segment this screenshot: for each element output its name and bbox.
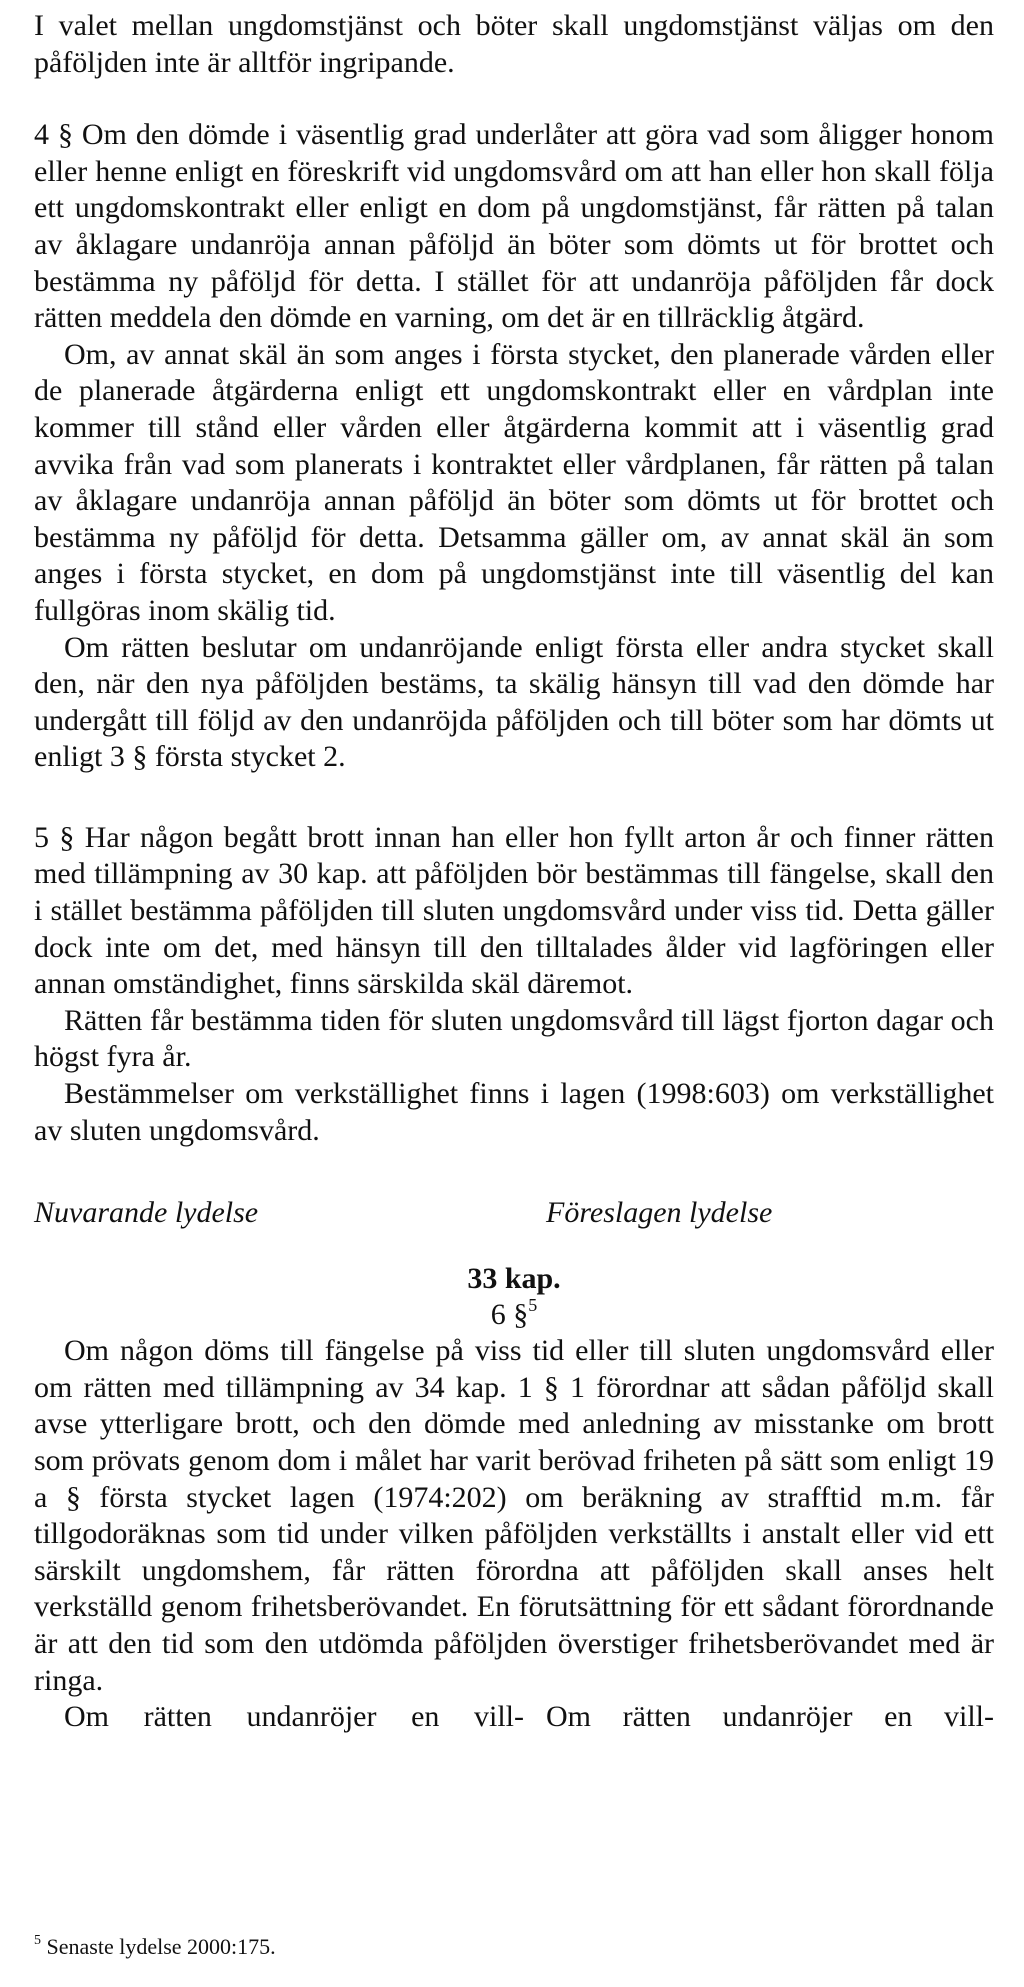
document-page [34,8,994,1737]
paragraph-33-6: Om någon döms till fängelse på viss tid eller till sluten ungdomsvård eller om rätten med tillämpning av 34 kap. 1 § 1 förordnar att sådan påföljd skall avse ytterligare brott, och den dömde med anledning av misstanke om brott som prövats genom dom i målet har varit berövad friheten på sätt som enligt 19 a § första stycket lagen (1974:202) om beräkning av strafftid m.m. får tillgodoräknas som tid under vilken påföljden verkställts i anstalt eller vid ett särskilt ungdomshem, får rätten förordna att påföljden skall anses helt verkställd genom frihetsberövandet. En förutsättning för ett sådant förordnande är att den tid som den utdömda påföljden överstiger frihetsberövandet med är ringa. [34,1334,994,1697]
paragraph-ungdomstjanst-val: I valet mellan ungdomstjänst och böter skall ungdomstjänst väljas om den påföljden inte är alltför ingripande. [34,9,994,79]
split-columns-row [34,1699,994,1737]
footnote-number: 5 [34,1932,41,1948]
section-spacer [34,776,994,820]
footnote [34,1934,276,1960]
section-number [34,1297,994,1333]
split-text-current: Om rätten undanröjer en vill- [64,1700,524,1734]
paragraph-4-third: Om rätten beslutar om undanröjande enligt första eller andra stycket skall den, när den nya påföljden bestäms, ta skälig hänsyn till vad den dömde har undergått till följd av den undanröjda påföljden och till böter som har dömts ut enligt 3 § första stycket 2. [34,630,994,774]
paragraph-4-section: 4 § Om den dömde i väsentlig grad underlåter att göra vad som åligger honom eller henne enligt en föreskrift vid ungdomsvård om att han eller hon skall följa ett ungdomskontrakt eller enligt en dom på ungdomstjänst, får rätten på talan av åklagare undanröja annan påföljd än böter som dömts ut för brottet och bestämma ny påföljd för detta. I stället för att undanröja påföljden får dock rätten meddela den dömde en varning, om det är en tillräcklig åtgärd. [34,118,994,335]
column-heading-proposed: Föreslagen lydelse [546,1196,773,1230]
chapter-title: 33 kap. [467,1262,561,1296]
footnote-text: Senaste lydelse 2000:175. [46,1934,276,1959]
version-columns-header [34,1195,994,1239]
paragraph-group-top [34,8,994,776]
footnote-reference: 5 [528,1295,538,1316]
paragraph-group-mid [34,820,994,1149]
column-heading-current: Nuvarande lydelse [34,1196,259,1230]
paragraph-5-second: Rätten får bestämma tiden för sluten ungdomsvård till lägst fjorton dagar och högst fyra år. [34,1003,994,1074]
paragraph-5-third: Bestämmelser om verkställighet finns i lagen (1998:603) om verkställighet av sluten ungdomsvård. [34,1077,994,1147]
paragraph-5-section: 5 § Har någon begått brott innan han eller hon fyllt arton år och finner rätten med tillämpning av 30 kap. att påföljden bör bestämmas till fängelse, skall den i stället bestämma påföljden till sluten ungdomsvård under viss tid. Detta gäller dock inte om det, med hänsyn till den tilltalades ålder vid lagföringen eller annan omständighet, finns särskilda skäl däremot. [34,820,994,1001]
section-label: 6 § [490,1298,529,1332]
paragraph-4-second: Om, av annat skäl än som anges i första stycket, den planerade vården eller de planerade åtgärderna enligt ett ungdomskontrakt eller en vårdplan inte kommer till stånd eller vården eller åtgärderna kommit att i väsentlig grad avvika från vad som planerats i kontraktet eller vårdplanen, får rätten på talan av åklagare undanröja annan påföljd än böter som dömts ut för brottet och bestämma ny påföljd för detta. Detsamma gäller om, av annat skäl än som anges i första stycket, en dom på ungdomstjänst inte till väsentlig del kan fullgöras inom skälig tid. [34,337,994,627]
split-text-proposed: Om rätten undanröjer en vill- [546,1700,994,1734]
paragraph-spacer [34,81,994,117]
